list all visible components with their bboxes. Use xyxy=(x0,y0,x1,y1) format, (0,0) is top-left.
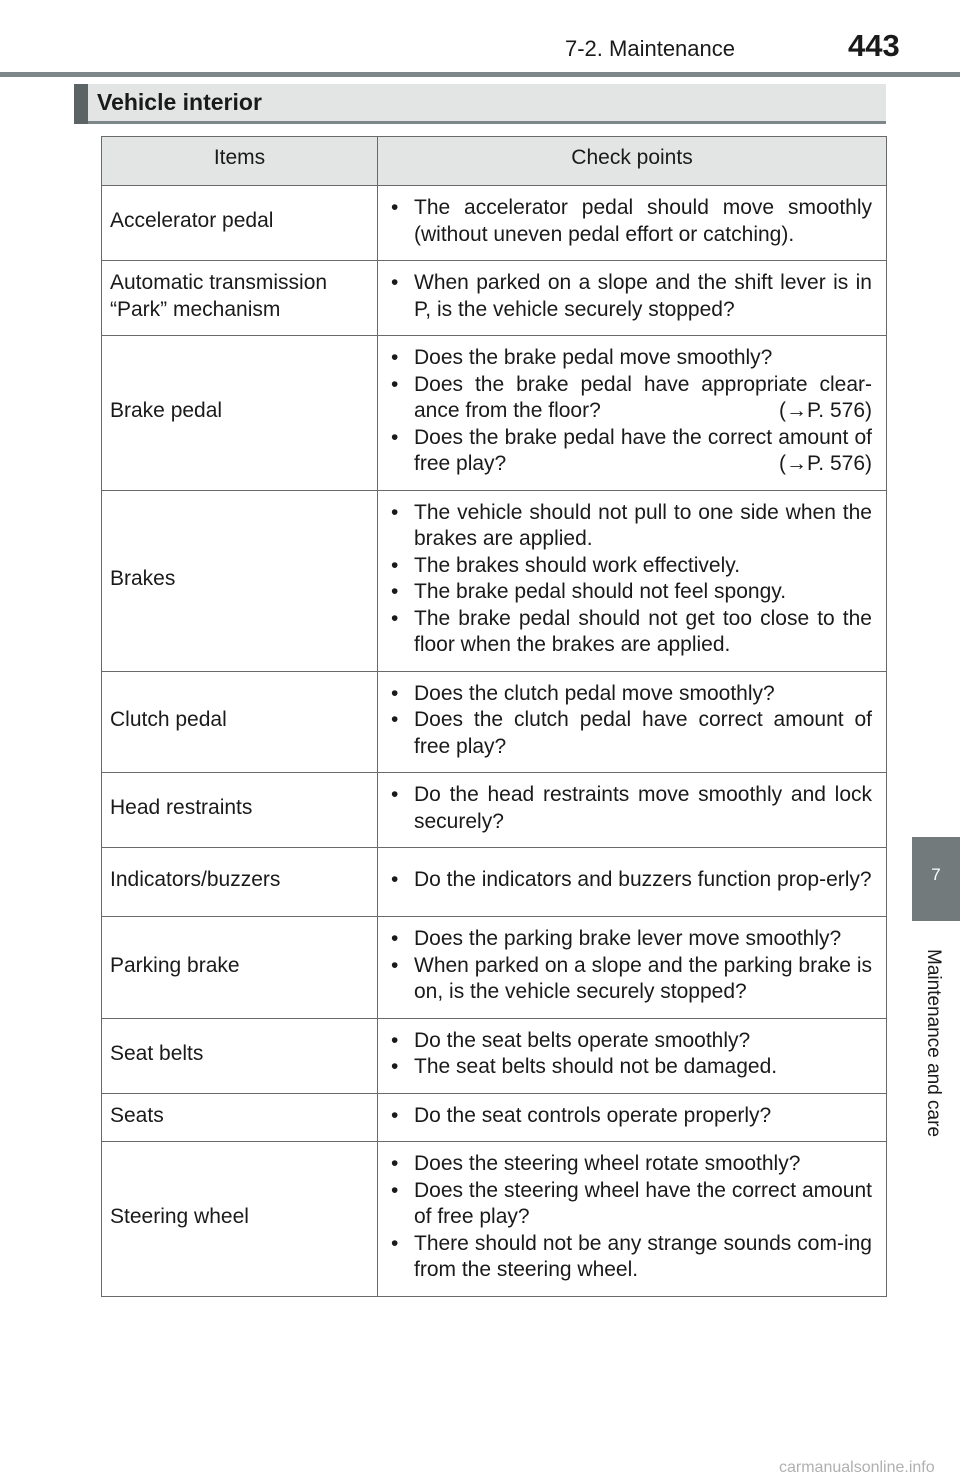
item-cell: Head restraints xyxy=(102,773,378,848)
check-points-list xyxy=(386,1028,872,1081)
check-point-item xyxy=(386,1151,872,1178)
chapter-label xyxy=(918,930,948,1156)
check-point-text: Does the brake pedal move smoothly? xyxy=(414,346,773,369)
column-header-items: Items xyxy=(102,137,378,186)
check-point-text: The brake pedal should not feel spongy. xyxy=(414,580,787,603)
check-points-cell xyxy=(378,773,887,848)
check-point-text: Does the parking brake lever move smoothly? xyxy=(414,927,842,950)
check-point-text: Does the clutch pedal move smoothly? xyxy=(414,681,775,705)
check-point-text: Do the head restraints move smoothly and lock securely? xyxy=(414,783,872,833)
check-point-text: Does the brake pedal have appropriate clear-ance from the floor? xyxy=(414,372,872,422)
check-point-item xyxy=(386,1054,872,1081)
check-points-list xyxy=(386,867,872,894)
check-points-cell xyxy=(378,1093,887,1142)
header-section-title: 7-2. Maintenance xyxy=(565,36,735,61)
check-points-cell xyxy=(378,1142,887,1297)
check-points-cell xyxy=(378,848,887,917)
check-point-item xyxy=(386,606,872,659)
table-row xyxy=(102,490,887,671)
header-rule xyxy=(0,72,960,77)
table-row xyxy=(102,773,887,848)
check-point-item xyxy=(386,782,872,835)
table-row xyxy=(102,1093,887,1142)
item-cell: Parking brake xyxy=(102,917,378,1019)
check-points-cell xyxy=(378,1018,887,1093)
check-point-text: The seat belts should not be damaged. xyxy=(414,1055,778,1078)
item-cell: Accelerator pedal xyxy=(102,186,378,261)
check-points-list xyxy=(386,926,872,1006)
check-point-item xyxy=(386,579,872,606)
section-heading-bar xyxy=(74,84,886,124)
chapter-number: 7 xyxy=(931,865,941,884)
check-point-text: The vehicle should not pull to one side when the brakes are applied. xyxy=(414,500,872,550)
chapter-title: Maintenance and care xyxy=(923,948,944,1138)
check-points-list xyxy=(386,345,872,478)
check-points-cell xyxy=(378,490,887,671)
check-points-list xyxy=(386,782,872,835)
table-row xyxy=(102,261,887,336)
check-point-text: The accelerator pedal should move smoothly (without uneven pedal effort or catching). xyxy=(414,196,872,246)
table-row xyxy=(102,1142,887,1297)
table-row xyxy=(102,671,887,773)
check-point-text: Does the brake pedal have the correct amount of free play? xyxy=(414,425,872,475)
item-cell: Brake pedal xyxy=(102,336,378,491)
item-cell: Steering wheel xyxy=(102,1142,378,1297)
item-cell: Seat belts xyxy=(102,1018,378,1093)
check-point-item xyxy=(386,195,872,248)
page-reference: (→P. 576) xyxy=(779,399,872,422)
check-points-list xyxy=(386,195,872,248)
check-point-item xyxy=(386,270,872,323)
check-point-item xyxy=(386,500,872,553)
check-points-list xyxy=(386,1151,872,1284)
item-cell: Seats xyxy=(102,1093,378,1142)
check-point-text: Does the clutch pedal have correct amount of free play? xyxy=(414,708,872,758)
page-reference: (→P. 576) xyxy=(779,452,872,475)
check-point-item xyxy=(386,926,872,953)
check-points-cell xyxy=(378,261,887,336)
check-point-text: The brake pedal should not get too close to the floor when the brakes are applied. xyxy=(414,606,872,656)
table-header-row xyxy=(102,137,887,186)
check-point-text: There should not be any strange sounds com-ing from the steering wheel. xyxy=(414,1231,872,1281)
table-row xyxy=(102,186,887,261)
check-point-text: When parked on a slope and the shift lever is in P, is the vehicle securely stopped? xyxy=(414,271,872,321)
check-point-item xyxy=(386,1231,872,1284)
check-points-list xyxy=(386,1103,872,1130)
check-points-cell xyxy=(378,917,887,1019)
item-cell: Indicators/buzzers xyxy=(102,848,378,917)
check-points-cell xyxy=(378,671,887,773)
check-point-text: Does the steering wheel rotate smoothly? xyxy=(414,1152,801,1175)
chapter-tab xyxy=(912,837,960,921)
table-row xyxy=(102,917,887,1019)
check-point-text: When parked on a slope and the parking brake is on, is the vehicle securely stopped? xyxy=(414,953,872,1003)
table-body xyxy=(102,186,887,1297)
item-cell: Clutch pedal xyxy=(102,671,378,773)
table-row xyxy=(102,1018,887,1093)
table-row xyxy=(102,848,887,917)
item-cell: Automatic transmission “Park” mechanism xyxy=(102,261,378,336)
check-point-text: Do the indicators and buzzers function prop-erly? xyxy=(414,868,872,892)
check-points-list xyxy=(386,500,872,659)
check-points-list xyxy=(386,270,872,323)
section-title: Vehicle interior xyxy=(97,89,262,115)
watermark: carmanualsonline.info xyxy=(779,1459,935,1476)
section-heading-accent xyxy=(74,84,88,124)
check-point-item xyxy=(386,1028,872,1055)
page-number: 443 xyxy=(848,28,900,63)
check-point-item xyxy=(386,425,872,478)
check-point-text: Do the seat controls operate properly? xyxy=(414,1103,772,1127)
column-header-check-points: Check points xyxy=(378,137,887,186)
check-point-text: Does the steering wheel have the correct amount of free play? xyxy=(414,1178,872,1228)
check-point-item xyxy=(386,345,872,372)
check-points-cell xyxy=(378,336,887,491)
check-point-item xyxy=(386,953,872,1006)
check-points-cell xyxy=(378,186,887,261)
check-point-item xyxy=(386,1178,872,1231)
item-cell: Brakes xyxy=(102,490,378,671)
check-point-item xyxy=(386,1103,872,1130)
check-point-item xyxy=(386,707,872,760)
table-row xyxy=(102,336,887,491)
check-points-list xyxy=(386,681,872,761)
check-point-item xyxy=(386,867,872,894)
check-point-text: Do the seat belts operate smoothly? xyxy=(414,1028,751,1052)
check-point-item xyxy=(386,681,872,708)
check-point-text: The brakes should work effectively. xyxy=(414,553,741,577)
check-point-item xyxy=(386,372,872,425)
check-points-table xyxy=(101,136,887,1297)
check-point-item xyxy=(386,553,872,580)
